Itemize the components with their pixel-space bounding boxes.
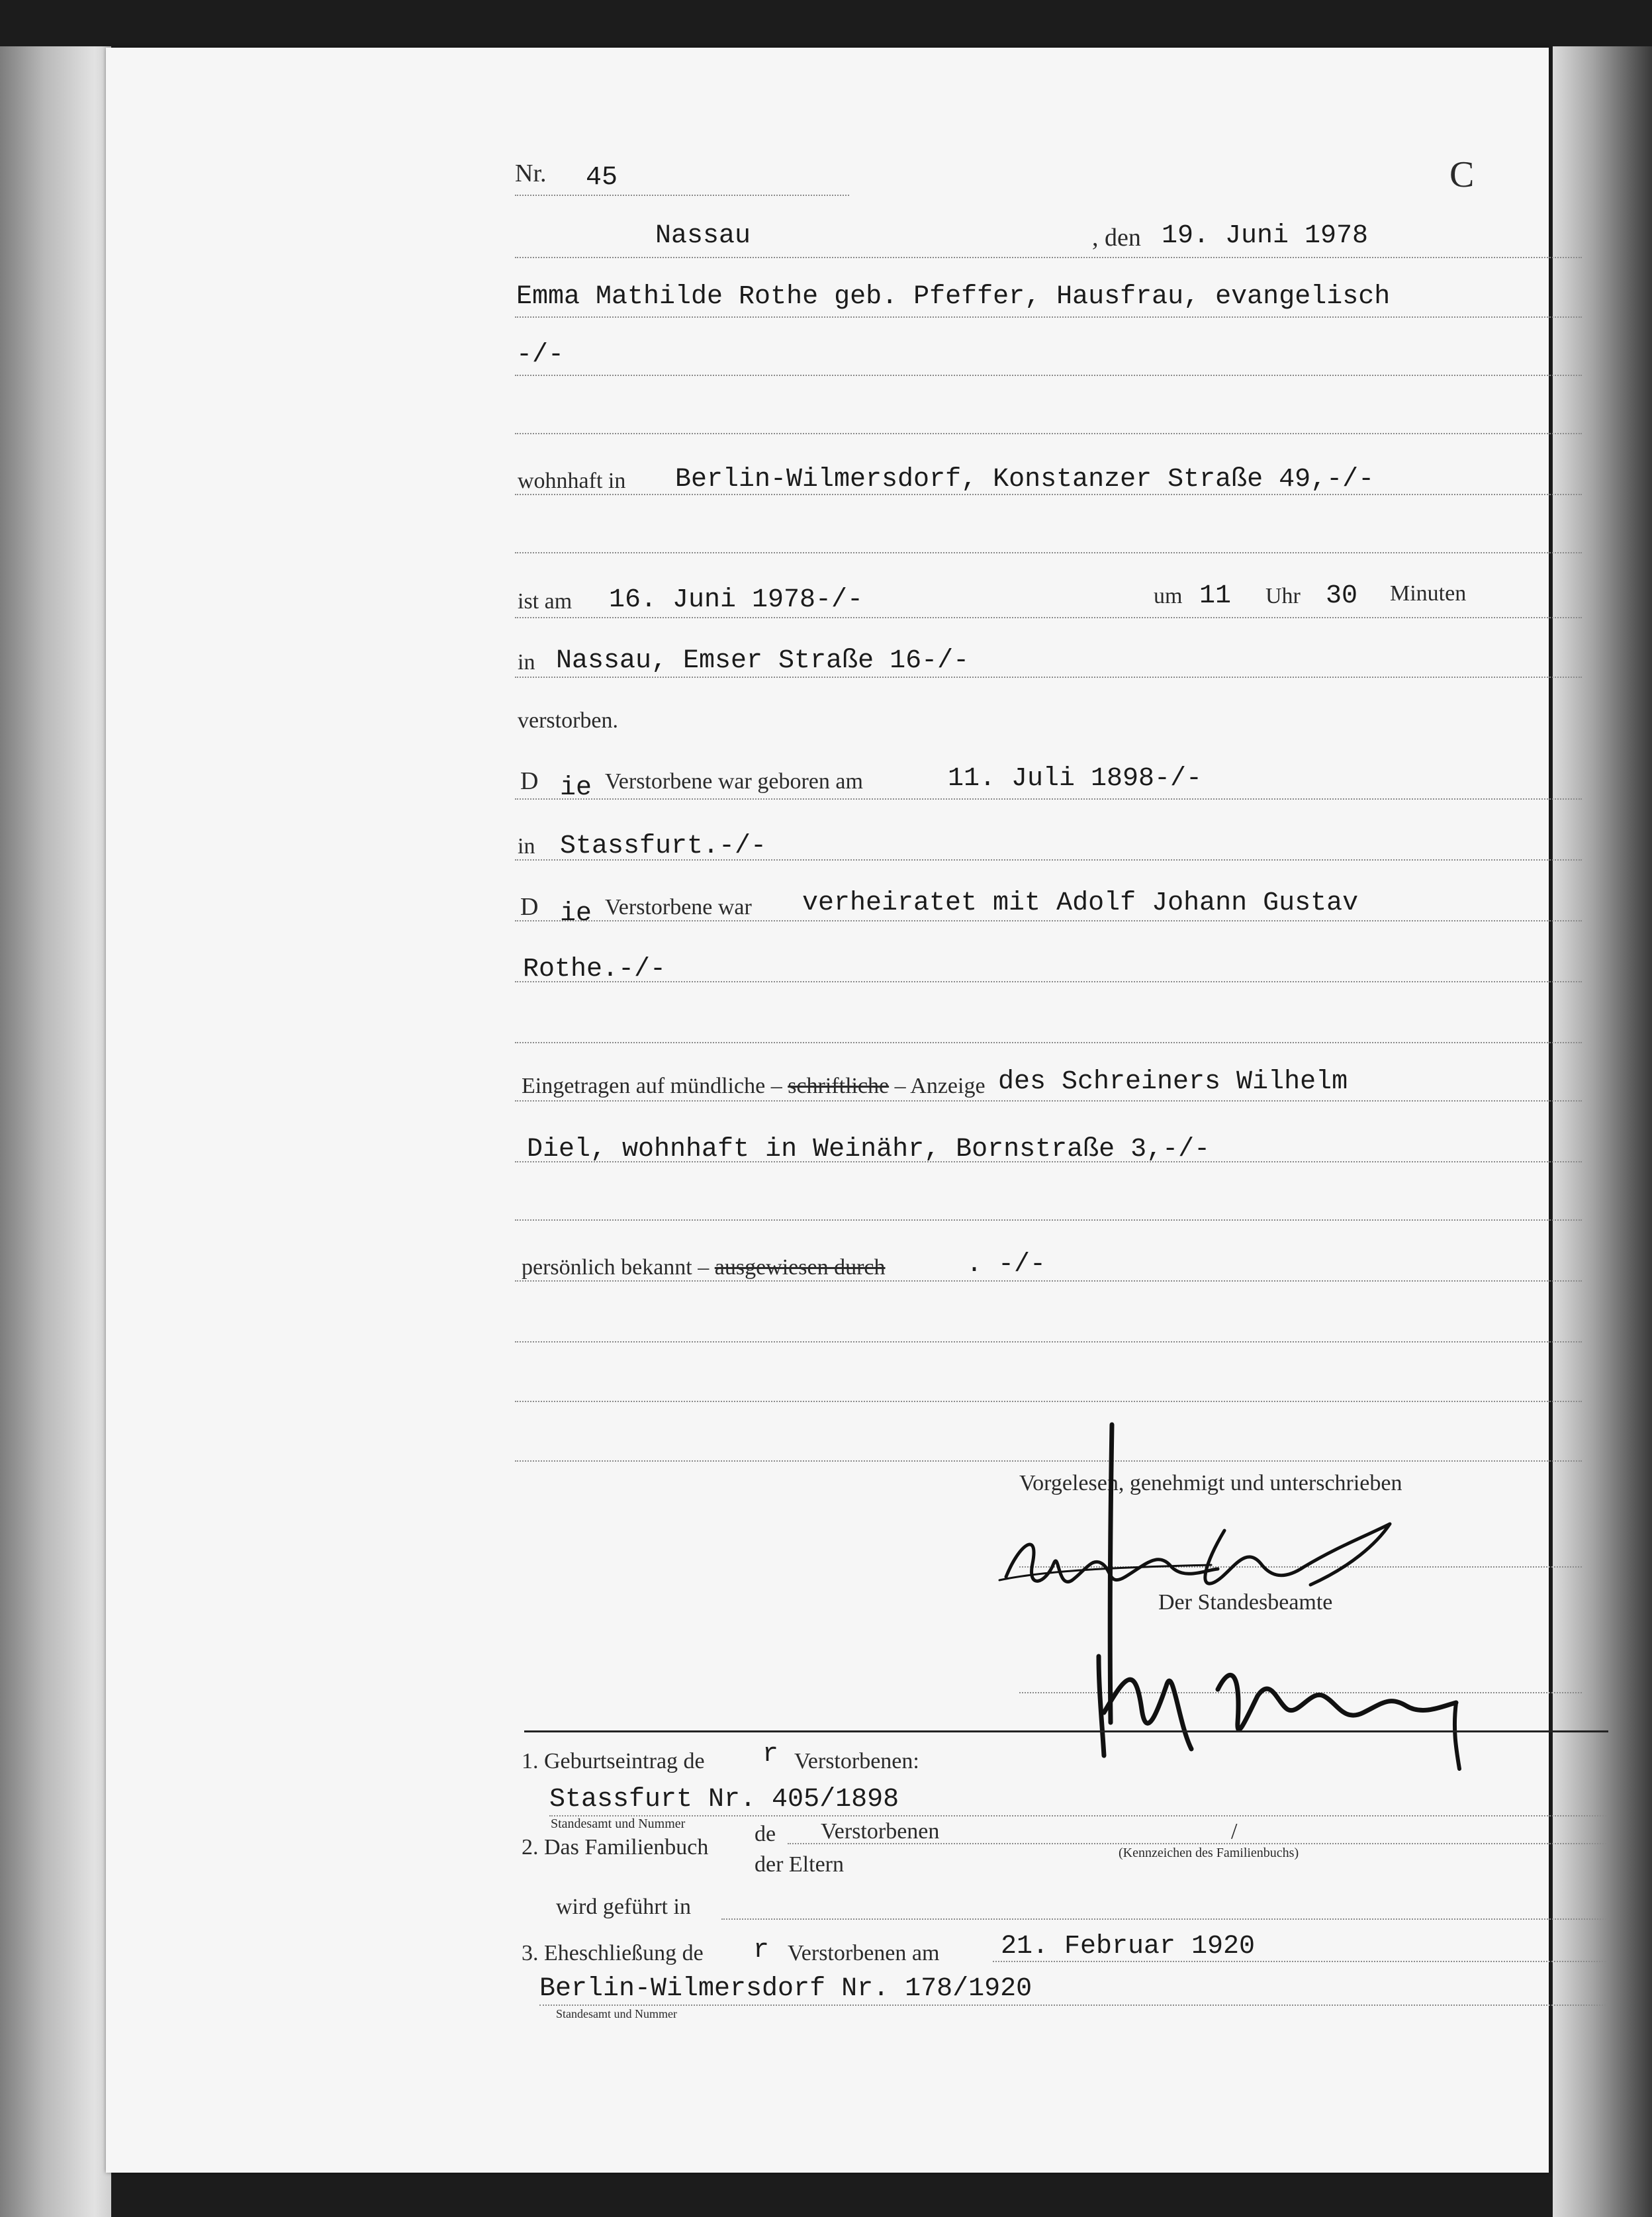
- identity-value: . -/-: [966, 1250, 1046, 1280]
- place-value: Nassau: [655, 221, 751, 251]
- deceased-rule2: [515, 375, 1582, 376]
- marriage-suffix: ie: [560, 899, 592, 929]
- death-minuten-label: Minuten: [1390, 581, 1467, 606]
- identity-label: [522, 1255, 886, 1280]
- report-rule3: [515, 1219, 1582, 1221]
- birth-place: Stassfurt.-/-: [560, 831, 767, 861]
- note2-label: 2. Das Familienbuch: [522, 1835, 709, 1860]
- report-label-oral: Eingetragen auf mündliche –: [522, 1074, 782, 1098]
- register-letter: C: [1449, 154, 1475, 195]
- official-label: Der Standesbeamte: [1158, 1590, 1333, 1615]
- note2-opt1: de: [755, 1822, 776, 1846]
- note1-value: Stassfurt Nr. 405/1898: [549, 1785, 899, 1815]
- place-date-rule: [515, 257, 1582, 258]
- birth-prefix: D: [520, 767, 539, 795]
- note1-suffix: r: [762, 1740, 779, 1769]
- marriage-value-line1: verheiratet mit Adolf Johann Gustav: [802, 888, 1359, 918]
- death-place: Nassau, Emser Straße 16-/-: [556, 646, 970, 676]
- date-value: 19. Juni 1978: [1162, 221, 1369, 251]
- verstorben-label: verstorben.: [518, 708, 619, 733]
- signature-scribbles: [993, 1411, 1588, 1782]
- note2-opt1-value: Verstorbenen: [821, 1819, 940, 1844]
- death-date: 16. Juni 1978-/-: [609, 585, 864, 615]
- residence-value: Berlin-Wilmersdorf, Konstanzer Straße 49,-/-: [675, 465, 1375, 495]
- marriage-rule3: [515, 1042, 1582, 1043]
- death-in-label: in: [518, 650, 535, 675]
- birth-rule2: [515, 859, 1582, 861]
- note2-slash: /: [1231, 1819, 1238, 1844]
- report-value-line2: Diel, wohnhaft in Weinähr, Bornstraße 3,-/-: [527, 1135, 1211, 1164]
- birth-label: Verstorbene war geboren am: [605, 769, 863, 794]
- death-rule1: [515, 617, 1582, 618]
- nr-value: 45: [586, 163, 618, 193]
- note3-label: 3. Eheschließung de: [522, 1941, 704, 1965]
- death-um-label: um: [1154, 584, 1183, 608]
- section-separator: [524, 1730, 1608, 1732]
- death-am-label: ist am: [518, 589, 573, 614]
- marriage-rule2: [515, 981, 1582, 982]
- register-page: [106, 48, 1549, 2173]
- report-label-written-struck: schriftliche: [788, 1074, 890, 1098]
- book-right-cover: [1553, 46, 1652, 2217]
- note2-opt2: der Eltern: [755, 1852, 844, 1877]
- death-minute: 30: [1326, 581, 1358, 611]
- note3-value: Berlin-Wilmersdorf Nr. 178/1920: [539, 1974, 1032, 2004]
- report-label-notice: – Anzeige: [894, 1074, 986, 1098]
- marriage-label: Verstorbene war: [605, 895, 752, 920]
- den-label: , den: [1092, 224, 1141, 252]
- note2-rule: [788, 1843, 1608, 1844]
- birth-in-label: in: [518, 834, 535, 859]
- residence-rule1: [515, 494, 1582, 495]
- note1-caption: Standesamt und Nummer: [551, 1816, 686, 1831]
- report-label: [522, 1074, 986, 1099]
- death-rule2: [515, 677, 1582, 678]
- nr-label: Nr.: [515, 160, 547, 187]
- note2-kept-rule: [721, 1918, 1608, 1920]
- identity-rule1: [515, 1280, 1582, 1282]
- birth-suffix: ie: [560, 773, 592, 803]
- death-uhr-label: Uhr: [1265, 584, 1301, 608]
- death-hour: 11: [1199, 581, 1232, 611]
- deceased-line1: Emma Mathilde Rothe geb. Pfeffer, Hausfrau, evangelisch: [516, 282, 1391, 312]
- identity-rule3: [515, 1401, 1582, 1402]
- residence-label: wohnhaft in: [518, 469, 626, 493]
- marriage-value-line2: Rothe.-/-: [523, 955, 666, 984]
- note3-date-rule: [993, 1961, 1608, 1962]
- note3-rule: [539, 2005, 1608, 2006]
- note1-label: 1. Geburtseintrag de: [522, 1749, 705, 1773]
- note3-caption: Standesamt und Nummer: [556, 2007, 677, 2020]
- note3-date: 21. Februar 1920: [1001, 1932, 1256, 1961]
- identity-rule2: [515, 1341, 1582, 1343]
- read-approved-label: Vorgelesen, genehmigt und unterschrieben: [1019, 1471, 1402, 1495]
- deceased-line2: -/-: [516, 340, 565, 370]
- note3-label2: Verstorbenen am: [788, 1941, 940, 1965]
- marriage-prefix: D: [520, 893, 539, 921]
- residence-rule2: [515, 552, 1582, 553]
- note3-suffix: r: [753, 1936, 770, 1965]
- signature-official: [1104, 1679, 1191, 1749]
- marriage-rule1: [515, 920, 1582, 921]
- note1-rule: [549, 1815, 1608, 1816]
- birth-date: 11. Juli 1898-/-: [948, 764, 1203, 794]
- nr-rule: [515, 195, 849, 196]
- report-rule1: [515, 1100, 1582, 1102]
- deceased-rule1: [515, 316, 1582, 318]
- identity-label-known: persönlich bekannt –: [522, 1255, 710, 1280]
- note2-caption: (Kennzeichen des Familienbuchs): [1119, 1846, 1299, 1860]
- note2-kept-label: wird geführt in: [556, 1895, 691, 1919]
- birth-rule1: [515, 798, 1582, 800]
- identity-label-id-struck: ausgewiesen durch: [714, 1255, 886, 1280]
- note1-label2: Verstorbenen:: [794, 1749, 919, 1773]
- deceased-rule3: [515, 433, 1582, 434]
- book-left-pages: [0, 46, 111, 2217]
- report-rule2: [515, 1161, 1582, 1162]
- report-value-line1: des Schreiners Wilhelm: [998, 1067, 1348, 1097]
